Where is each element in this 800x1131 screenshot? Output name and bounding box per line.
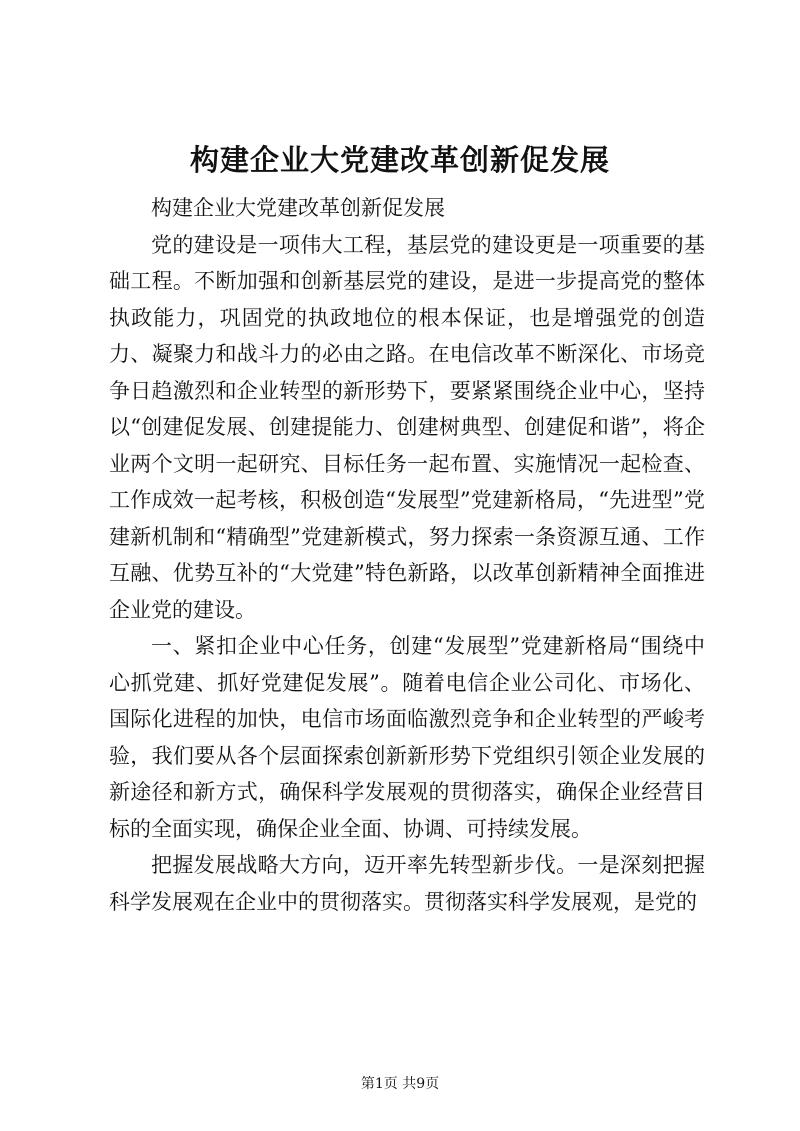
paragraph-subtitle: 构建企业大党建改革创新促发展 — [151, 196, 445, 220]
paragraph-section-one: 一、紧扣企业中心任务，创建“发展型”党建新格局“围绕中心抓党建、抓好党建促发展”。随着电信企业公司化、市场化、国际化进程的加快，电信市场面临激烈竞争和企业转型的严峻考验，我们要从各个层面探索创新新形势下党组织引领企业发展的新途径和新方式，确保科学发展观的贯彻落实，确保企业经营目标的全面实现，确保企业全面、协调、可持续发展。 — [109, 634, 705, 841]
document-title: 构建企业大党建改革创新促发展 — [189, 143, 610, 177]
document-body — [109, 190, 705, 920]
paragraph-strategy: 把握发展战略大方向，迈开率先转型新步伐。一是深刻把握科学发展观在企业中的贯彻落实。贯彻落实科学发展观，是党的 — [109, 853, 705, 914]
paragraph-intro: 党的建设是一项伟大工程，基层党的建设更是一项重要的基础工程。不断加强和创新基层党的建设，是进一步提高党的整体执政能力，巩固党的执政地位的根本保证，也是增强党的创造力、凝聚力和战斗力的必由之路。在电信改革不断深化、市场竞争日趋激烈和企业转型的新形势下，要紧紧围绕企业中心，坚持以“创建促发展、创建提能力、创建树典型、创建促和谐”，将企业两个文明一起研究、目标任务一起布置、实施情况一起检查、工作成效一起考核，积极创造“发展型”党建新格局，“先进型”党建新机制和“精确型”党建新模式，努力探索一条资源互通、工作互融、优势互补的“大党建”特色新路，以改革创新精神全面推进企业党的建设。 — [109, 232, 705, 622]
page-footer: 第1页 共9页 — [360, 1076, 440, 1092]
